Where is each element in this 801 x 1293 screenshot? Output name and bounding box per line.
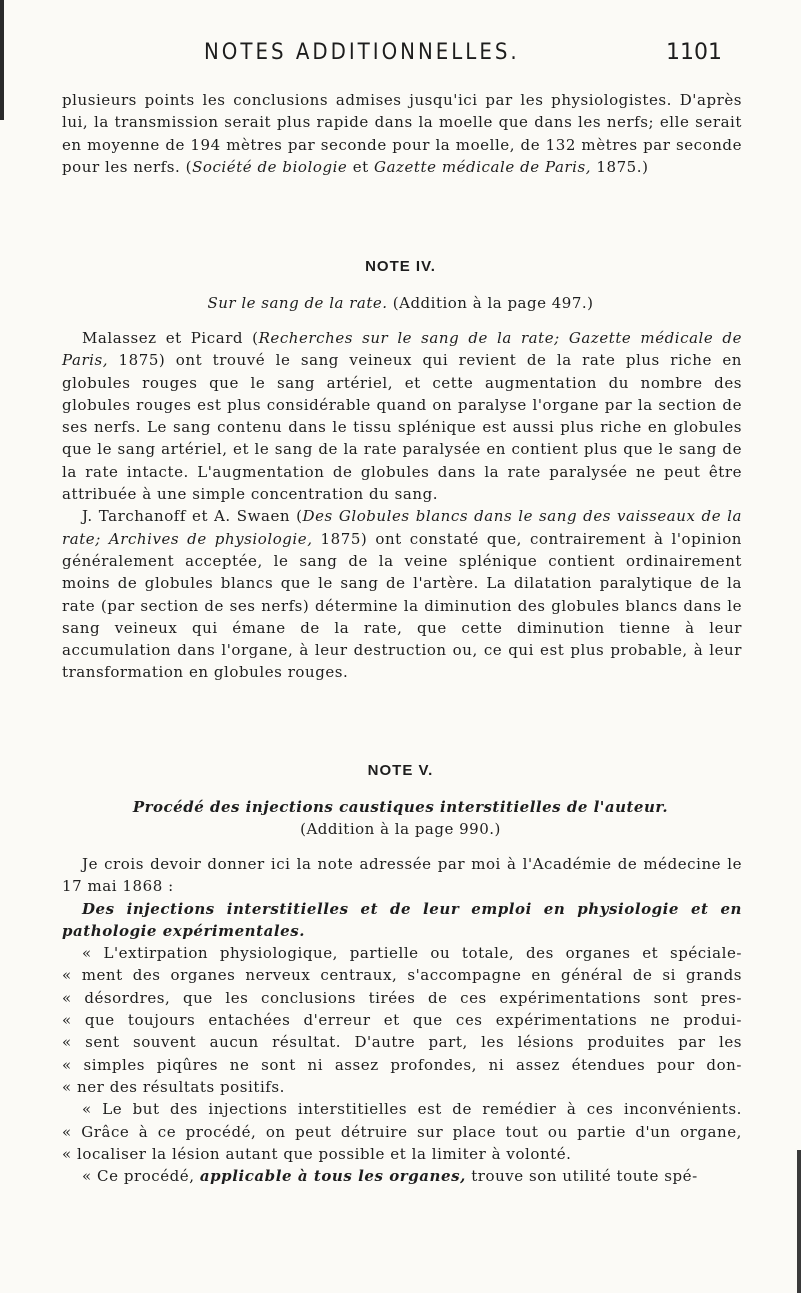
note-iv-subtitle	[0, 292, 801, 314]
quote-line: « simples piqûres ne sont ni assez profondes, ni assez étendues pour don-	[62, 1055, 742, 1074]
note-iv-subtitle-italic: Sur le sang de la rate.	[207, 294, 388, 312]
note-v-heading: NOTE V.	[367, 762, 434, 779]
intro-text: plusieurs points les conclusions admises jusqu'ici par les physiologistes. D'après lui, la transmission serait plus rapide dans la moelle que dans les nerfs; elle serait en moyenne de 194 mètres par seconde pour la moelle, de 132 mètres par seconde pour les nerfs. (	[62, 91, 742, 176]
header-title: NOTES ADDITIONNELLES.	[204, 40, 520, 65]
scan-edge-right	[797, 1150, 801, 1293]
note-v-p2-title: Des injections interstitielles et de leur emploi en physiologie et en pathologie expérimentales.	[62, 899, 742, 940]
intro-connector: et	[347, 157, 375, 176]
quote-line: « Grâce à ce procédé, on peut détruire sur place tout ou partie d'un organe,	[62, 1122, 742, 1141]
quote-line: « ner des résultats positifs.	[62, 1077, 285, 1096]
quoted-note	[62, 942, 742, 1165]
quote-line: « Le but des injections interstitielles est de remédier à ces inconvénients.	[82, 1100, 742, 1119]
note-v-p1: Je crois devoir donner ici la note adressée par moi à l'Académie de médecine le 17 mai 1868 :	[62, 855, 742, 896]
note-iv-body	[62, 327, 742, 684]
note-iv-p1-ref: Recherches sur le sang de la rate; Gazette médicale de Paris,	[62, 329, 742, 370]
note-v-subtitle	[0, 796, 801, 840]
quote-line: « que toujours entachées d'erreur et que ces expérimentations ne produi-	[62, 1011, 742, 1030]
note-v-body	[62, 853, 742, 1187]
note-v-last-end: trouve son utilité toute spé-	[465, 1167, 698, 1186]
quote-line: « désordres, que les conclusions tirées de ces expérimentations sont pres-	[62, 988, 742, 1007]
running-header	[0, 40, 801, 70]
intro-source-a: Société de biologie	[192, 157, 348, 176]
intro-year: 1875.)	[591, 157, 649, 176]
intro-source-b: Gazette médicale de Paris,	[374, 157, 592, 176]
note-iv-subtitle-rest: (Addition à la page 497.)	[387, 294, 594, 312]
quote-line: « localiser la lésion autant que possible et la limiter à volonté.	[62, 1144, 572, 1163]
note-iv-p1-start: Malassez et Picard (	[82, 329, 259, 347]
note-v-last-start: « Ce procédé,	[82, 1167, 200, 1186]
note-v-subtitle-line2: (Addition à la page 990.)	[300, 820, 501, 838]
note-iv-heading: NOTE IV.	[365, 258, 436, 275]
note-iv-p2-body: 1875) ont constaté que, contrairement à l'opinion généralement acceptée, le sang de la veine splénique contient ordinairement moins de globules blancs que le sang de l'artère. La dilatation paralytique de la rate (par section de ses nerfs) détermine la diminution des globules blancs dans le sang veineux qui émane de la rate, que cette diminution tienne à leur accumulation dans l'organe, à leur destruction ou, ce qui est plus probable, à leur transformation en globules rouges.	[62, 529, 742, 682]
note-v-subtitle-line1: Procédé des injections caustiques interstitielles de l'auteur.	[132, 798, 669, 816]
note-iv-p1-body: 1875) ont trouvé le sang veineux qui revient de la rate plus riche en globules rouges que le sang artériel, et cette augmentation du nombre des globules rouges est plus considérable quand on paralyse l'organe par la section de ses nerfs. Le sang contenu dans le tissu splénique est aussi plus riche en globules que le sang artériel, et le sang de la rate paralysée en contient plus que le sang de la rate intacte. L'augmentation de globules dans la rate paralysée ne peut être attribuée à une simple concentration du sang.	[62, 351, 742, 504]
note-iv-p2-start: J. Tarchanoff et A. Swaen (	[82, 507, 303, 526]
quote-line: « L'extirpation physiologique, partielle ou totale, des organes et spéciale-	[82, 944, 742, 963]
note-v-last-italic: applicable à tous les organes,	[199, 1167, 466, 1186]
page-number: 1101	[666, 40, 722, 65]
quote-line: « sent souvent aucun résultat. D'autre part, les lésions produites par les	[62, 1033, 742, 1052]
intro-paragraph	[62, 89, 742, 178]
note-iv-p2-ref: Des Globules blancs dans le sang des vaisseaux de la rate; Archives de physiologie,	[62, 507, 742, 548]
quote-line: « ment des organes nerveux centraux, s'accompagne en général de si grands	[62, 966, 742, 985]
